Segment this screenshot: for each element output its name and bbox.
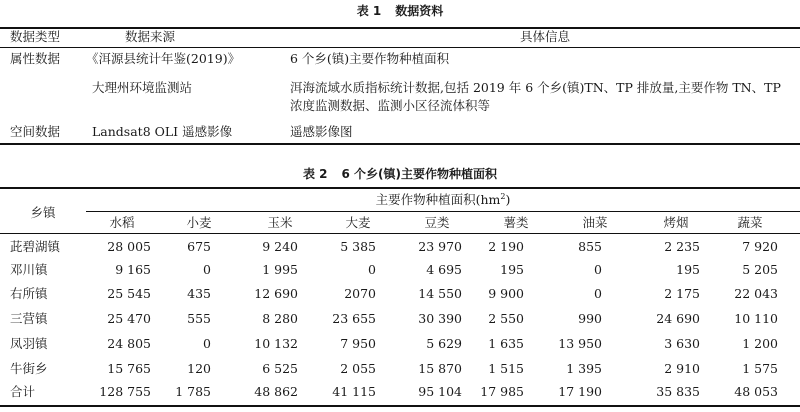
table1-row3-type: 空间数据 [10, 124, 61, 139]
table2-row-name: 茈碧湖镇 [10, 239, 61, 254]
table2-cell: 0 [594, 286, 602, 301]
table2-cell: 4 695 [426, 262, 462, 277]
table1-header-rule [0, 47, 800, 48]
table2-cell: 5 205 [742, 262, 778, 277]
table2-row-name: 牛街乡 [10, 361, 48, 376]
table2-cell: 30 390 [418, 311, 462, 326]
table2-cell: 555 [187, 311, 211, 326]
table2-cell: 2 055 [340, 361, 376, 376]
table2-caption [0, 166, 800, 182]
table2-cell: 2 910 [664, 361, 700, 376]
table2-cell: 1 635 [488, 336, 524, 351]
table2-cell: 23 970 [418, 239, 462, 254]
table2-row-name: 三营镇 [10, 311, 48, 326]
table2-row-name: 凤羽镇 [10, 336, 48, 351]
table2-cell: 855 [578, 239, 602, 254]
table2-cell: 9 900 [488, 286, 524, 301]
table2-cell: 195 [500, 262, 524, 277]
table2-cell: 24 805 [107, 336, 151, 351]
table1-row2-source: 大理州环境监测站 [92, 80, 193, 95]
table2-cell: 2070 [344, 286, 376, 301]
table2-col-header: 大麦 [345, 215, 371, 230]
table2-cell: 6 525 [262, 361, 298, 376]
table2-cell: 2 235 [664, 239, 700, 254]
table2-col-header: 豆类 [424, 215, 450, 230]
table1-row2-info-line1: 洱海流域水质指标统计数据,包括 2019 年 6 个乡(镇)TN、TP 排放量,主要作物 TN、TP [290, 80, 781, 95]
table2-cell: 1 515 [488, 361, 524, 376]
table2-col-header: 玉米 [267, 215, 293, 230]
table2-cell: 0 [594, 262, 602, 277]
table2-col-header: 薯类 [503, 215, 529, 230]
table1-row2-info-line2: 浓度监测数据、监测小区径流体积等 [290, 98, 491, 113]
table2-cell: 3 630 [664, 336, 700, 351]
table2-cell: 990 [578, 311, 602, 326]
table2-cell: 0 [203, 262, 211, 277]
table1-row1-type: 属性数据 [10, 51, 61, 66]
table2-col-header: 小麦 [186, 215, 212, 230]
table2-cell: 28 005 [107, 239, 151, 254]
table2-cell: 25 470 [107, 311, 151, 326]
table2-cell: 9 240 [262, 239, 298, 254]
table2-col-header: 油菜 [582, 215, 608, 230]
table2-cell: 10 110 [734, 311, 778, 326]
table2-cell: 41 115 [332, 384, 376, 399]
table2-cell: 35 835 [656, 384, 700, 399]
table2-cell: 22 043 [734, 286, 778, 301]
table1-label: 表 1 [356, 4, 382, 18]
table2-cell: 2 550 [488, 311, 524, 326]
table2-cell: 95 104 [418, 384, 462, 399]
table2-cell: 17 190 [558, 384, 602, 399]
table2-row-name: 右所镇 [10, 286, 48, 301]
table2-cell: 24 690 [656, 311, 700, 326]
table2-group-header-sup: 2 [500, 192, 506, 201]
table2-cell: 10 132 [254, 336, 298, 351]
table2-group-header-end: ) [505, 192, 511, 207]
table2-cell: 0 [203, 336, 211, 351]
table2-cell: 5 385 [340, 239, 376, 254]
table2-header-rule [0, 233, 800, 234]
table2-cell: 2 190 [488, 239, 524, 254]
table2-col-header: 烤烟 [663, 215, 689, 230]
table2-cell: 1 200 [742, 336, 778, 351]
table2-cell: 48 862 [254, 384, 298, 399]
table2-cell: 1 995 [262, 262, 298, 277]
table2-cell: 14 550 [418, 286, 462, 301]
table1-row3-info: 遥感影像图 [290, 124, 353, 139]
table2-cell: 48 053 [734, 384, 778, 399]
table2-col-header: 蔬菜 [737, 215, 763, 230]
table2-cell: 5 629 [426, 336, 462, 351]
table2-title: 6 个乡(镇)主要作物种植面积 [341, 167, 498, 181]
table1-header-info: 具体信息 [519, 29, 570, 44]
table2-cell: 15 765 [107, 361, 151, 376]
table2-cell: 120 [187, 361, 211, 376]
table2-row-name: 邓川镇 [10, 262, 48, 277]
table2-top-rule [0, 187, 800, 189]
table2-label: 表 2 [302, 167, 328, 181]
table2-cell: 7 950 [340, 336, 376, 351]
table2-cell: 25 545 [107, 286, 151, 301]
table2-cell: 1 395 [566, 361, 602, 376]
table1-header-type: 数据类型 [10, 29, 61, 44]
table1-bottom-rule [0, 143, 800, 145]
table2-cell: 8 280 [262, 311, 298, 326]
table2-cell: 1 575 [742, 361, 778, 376]
table2-cell: 675 [187, 239, 211, 254]
table2-cell: 17 985 [480, 384, 524, 399]
table1-caption [0, 3, 800, 19]
table2-cell: 23 655 [332, 311, 376, 326]
table2-cell: 128 755 [99, 384, 151, 399]
table2-col-header: 水稻 [109, 215, 135, 230]
table2-group-header-text: 主要作物种植面积(hm [375, 192, 501, 207]
table2-cell: 1 785 [175, 384, 211, 399]
table2-cell: 15 870 [418, 361, 462, 376]
table2-group-rule [86, 211, 800, 212]
table1-row3-source: Landsat8 OLI 遥感影像 [92, 124, 233, 139]
table2-cell: 195 [676, 262, 700, 277]
table1-row1-info: 6 个乡(镇)主要作物种植面积 [290, 51, 450, 66]
table2-cell: 12 690 [254, 286, 298, 301]
table2-cell: 13 950 [558, 336, 602, 351]
table2-row-header: 乡镇 [30, 205, 56, 220]
table1-title: 数据资料 [395, 4, 444, 18]
table2-cell: 9 165 [115, 262, 151, 277]
table2-cell: 0 [368, 262, 376, 277]
table1-row1-source: 《洱源县统计年鉴(2019)》 [86, 51, 241, 66]
table2-cell: 435 [187, 286, 211, 301]
table2-cell: 2 175 [664, 286, 700, 301]
table1-header-source: 数据来源 [125, 29, 176, 44]
table2-bottom-rule [0, 405, 800, 407]
table2-cell: 7 920 [742, 239, 778, 254]
table2-row-name: 合计 [10, 384, 36, 399]
table2-group-header [86, 192, 800, 208]
